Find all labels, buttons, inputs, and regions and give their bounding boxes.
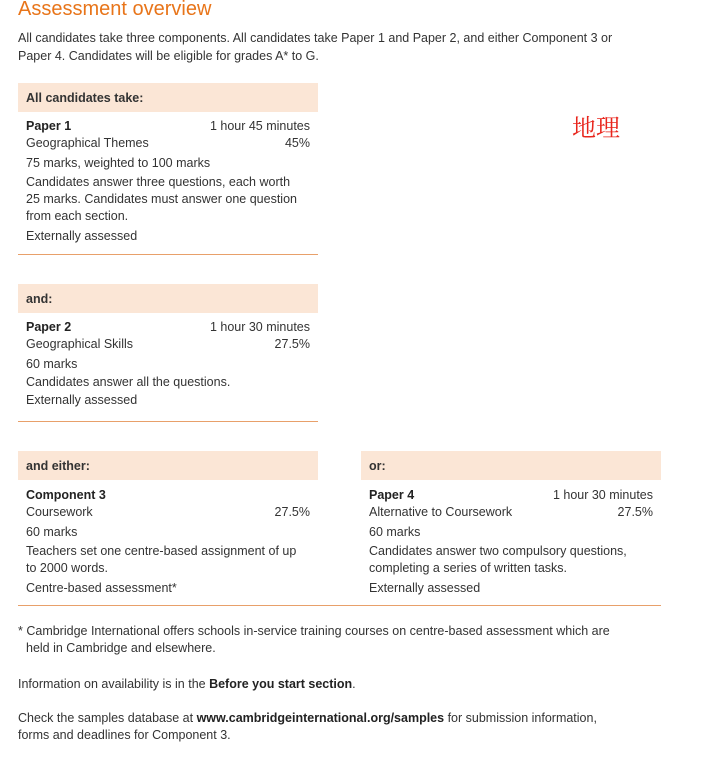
paper-2-description: Candidates answer all the questions.: [26, 375, 231, 389]
section-header-label: All candidates take:: [26, 90, 144, 105]
samples-link[interactable]: www.cambridgeinternational.org/samples: [196, 711, 445, 725]
section-header-all-candidates: [18, 83, 318, 112]
paper-1-marks: 75 marks, weighted to 100 marks: [26, 156, 211, 170]
paper-2-marks: 60 marks: [26, 357, 78, 371]
section-header-and-either: [18, 451, 318, 480]
paper-2-subtitle: Geographical Skills: [26, 336, 133, 351]
paper-1-weight: 45%: [284, 135, 310, 150]
paper-4-desc-line: completing a series of written tasks.: [369, 561, 567, 575]
availability-info: [18, 676, 356, 693]
paper-2-duration: 1 hour 30 minutes: [209, 319, 310, 334]
paper-1-card: [18, 117, 318, 255]
footnote: [18, 623, 610, 657]
samples-info: [18, 710, 597, 744]
component-3-description: [26, 543, 310, 577]
component-3-desc-line: to 2000 words.: [26, 561, 108, 575]
paper-1-duration: 1 hour 45 minutes: [209, 118, 310, 133]
paper-1-desc-line: from each section.: [26, 209, 129, 223]
paper-1-desc-line: 25 marks. Candidates must answer one question: [26, 192, 297, 206]
intro-line-2: Paper 4. Candidates will be eligible for grades A* to G.: [18, 49, 319, 63]
section-header-label: or:: [369, 458, 386, 473]
paper-2-card: [18, 318, 318, 422]
section-header-label: and either:: [26, 458, 90, 473]
intro-text: [18, 29, 678, 65]
paper-4-subtitle: Alternative to Coursework: [369, 504, 513, 519]
paper-4-weight: 27.5%: [617, 504, 653, 519]
paper-1-desc-line: Candidates answer three questions, each worth: [26, 175, 291, 189]
samples-line-2: forms and deadlines for Component 3.: [18, 728, 231, 742]
samples-prefix: Check the samples database at: [18, 711, 197, 725]
paper-4-assessment: Externally assessed: [369, 581, 481, 595]
before-you-start-reference: Before you start section: [209, 677, 353, 691]
paper-4-desc-line: Candidates answer two compulsory questions,: [369, 544, 627, 558]
component-3-weight: 27.5%: [274, 504, 310, 519]
paper-4-card: [361, 486, 661, 606]
section-header-and: [18, 284, 318, 313]
bottom-divider: [18, 605, 661, 606]
intro-line-1: All candidates take three components. All candidates take Paper 1 and Paper 2, and either Component 3 or: [18, 31, 613, 45]
footnote-line-2: held in Cambridge and elsewhere.: [26, 641, 216, 655]
paper-4-marks: 60 marks: [369, 525, 421, 539]
availability-suffix: .: [352, 677, 356, 691]
paper-1-name: Paper 1: [26, 118, 72, 133]
paper-2-weight: 27.5%: [274, 336, 310, 351]
section-header-label: and:: [26, 291, 53, 306]
section-header-or: [361, 451, 661, 480]
paper-1-description: [26, 174, 310, 225]
component-3-assessment: Centre-based assessment*: [26, 581, 177, 595]
component-3-marks: 60 marks: [26, 525, 78, 539]
paper-1-assessment: Externally assessed: [26, 229, 138, 243]
component-3-subtitle: Coursework: [26, 504, 93, 519]
component-3-name: Component 3: [26, 487, 106, 502]
availability-prefix: Information on availability is in the: [18, 677, 210, 691]
component-3-card: [18, 486, 318, 606]
footnote-line-1: * Cambridge International offers schools in-service training courses on centre-based assessment which are: [18, 624, 610, 638]
paper-2-name: Paper 2: [26, 319, 72, 334]
page-title: Assessment overview: [18, 0, 212, 20]
component-3-desc-line: Teachers set one centre-based assignment of up: [26, 544, 297, 558]
paper-4-description: [369, 543, 653, 577]
handwritten-annotation: 地理: [572, 114, 620, 142]
paper-4-duration: 1 hour 30 minutes: [552, 487, 653, 502]
paper-1-subtitle: Geographical Themes: [26, 135, 149, 150]
paper-4-name: Paper 4: [369, 487, 415, 502]
paper-2-assessment: Externally assessed: [26, 393, 138, 407]
samples-suffix: for submission information,: [444, 711, 597, 725]
